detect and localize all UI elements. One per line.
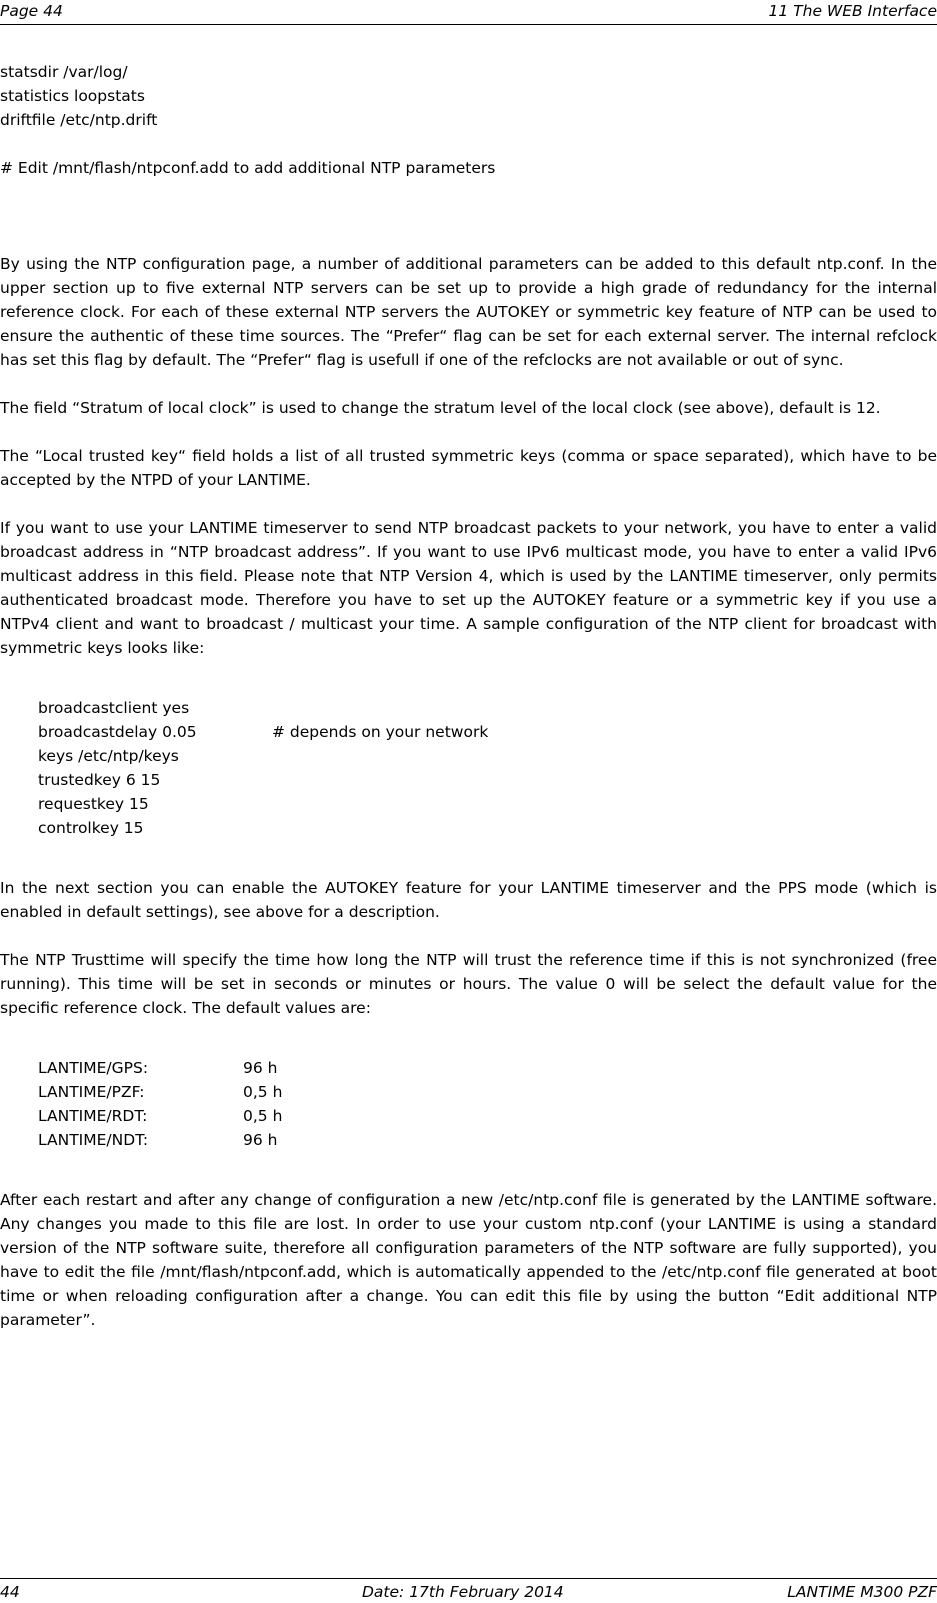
paragraph-broadcast: If you want to use your LANTIME timeserver to send NTP broadcast packets to your network, you have to enter a valid broadcast address in “NTP broadcast address”. If you want to use IPv6 multicast mode, you have to enter a valid IPv6 multicast address in this field. Please note that NTP Version 4, which is used by the LANTIME timeserver, only permits authenticated broadcast mode. Therefore you have to set up the AUTOKEY feature or a symmetric key if you use a NTPv4 client and want to broadcast / multicast your time. A sample configuration of the NTP client for broadcast with symmetric keys looks like: bbox=[0, 519, 937, 657]
footer-date: Date: 17th February 2014 bbox=[362, 1583, 564, 1601]
delay-comment: # depends on your network bbox=[272, 723, 489, 741]
page-number: 44 bbox=[0, 1583, 20, 1601]
client-config-line: trustedkey 6 15 bbox=[38, 771, 161, 789]
client-config-block bbox=[38, 696, 937, 840]
paragraph-stratum: The field “Stratum of local clock” is used to change the stratum level of the local clock (see above), default is 12. bbox=[0, 399, 881, 417]
paragraph-trusted-key: The “Local trusted key“ field holds a list of all trusted symmetric keys (comma or space separated), which have to be accepted by the NTPD of your LANTIME. bbox=[0, 447, 937, 489]
table-row: LANTIME/GPS: 96 h bbox=[38, 1059, 278, 1077]
chapter-title: 11 The WEB Interface bbox=[768, 2, 937, 20]
config-line: statistics loopstats bbox=[0, 87, 145, 105]
table-row: LANTIME/NDT: 96 h bbox=[38, 1131, 278, 1149]
client-config-line: controlkey 15 bbox=[38, 819, 144, 837]
paragraph-ntp-config: By using the NTP configuration page, a number of additional parameters can be added to this default ntp.conf. In the upper section up to five external NTP servers can be set up to provide a high grade of redundancy for the internal reference clock. For each of these external NTP servers the AUTOKEY or symmetric key feature of NTP can be used to ensure the authentic of these time sources. The “Prefer“ flag can be set for each external server. The internal refclock has set this flag by default. The “Prefer“ flag is usefull if one of the refclocks are not available or out of sync. bbox=[0, 255, 937, 369]
trusttime-table bbox=[38, 1056, 937, 1152]
client-config-line: keys /etc/ntp/keys bbox=[38, 747, 179, 765]
client-config-line: requestkey 15 bbox=[38, 795, 149, 813]
config-line: driftfile /etc/ntp.drift bbox=[0, 111, 158, 129]
config-line: statsdir /var/log/ bbox=[0, 63, 128, 81]
page-footer bbox=[0, 1578, 937, 1603]
table-row: LANTIME/RDT: 0,5 h bbox=[38, 1107, 283, 1125]
product-name: LANTIME M300 PZF bbox=[787, 1583, 937, 1601]
page-label: Page 44 bbox=[0, 2, 63, 20]
client-config-line: broadcastclient yes bbox=[38, 699, 190, 717]
paragraph-trusttime: The NTP Trusttime will specify the time how long the NTP will trust the reference time if this is not synchronized (free running). This time will be set in seconds or minutes or hours. The value 0 will be select the default value for the specific reference clock. The default values are: bbox=[0, 951, 937, 1017]
page-content bbox=[0, 60, 937, 1332]
config-comment: # Edit /mnt/flash/ntpconf.add to add additional NTP parameters bbox=[0, 159, 496, 177]
client-config-line: broadcastdelay 0.05 # depends on your network bbox=[38, 720, 937, 744]
table-row: LANTIME/PZF: 0,5 h bbox=[38, 1083, 283, 1101]
page-header bbox=[0, 0, 937, 25]
paragraph-ntpconf-add: After each restart and after any change of configuration a new /etc/ntp.conf file is generated by the LANTIME software. Any changes you made to this file are lost. In order to use your custom ntp.conf (your LANTIME is using a standard version of the NTP software suite, therefore all configuration parameters of the NTP software are fully supported), you have to edit the file /mnt/flash/ntpconf.add, which is automatically appended to the /etc/ntp.conf file generated at boot time or when reloading configuration after a change. You can edit this file by using the button “Edit additional NTP parameter”. bbox=[0, 1191, 937, 1329]
paragraph-autokey: In the next section you can enable the AUTOKEY feature for your LANTIME timeserver and the PPS mode (which is enabled in default settings), see above for a description. bbox=[0, 879, 937, 921]
